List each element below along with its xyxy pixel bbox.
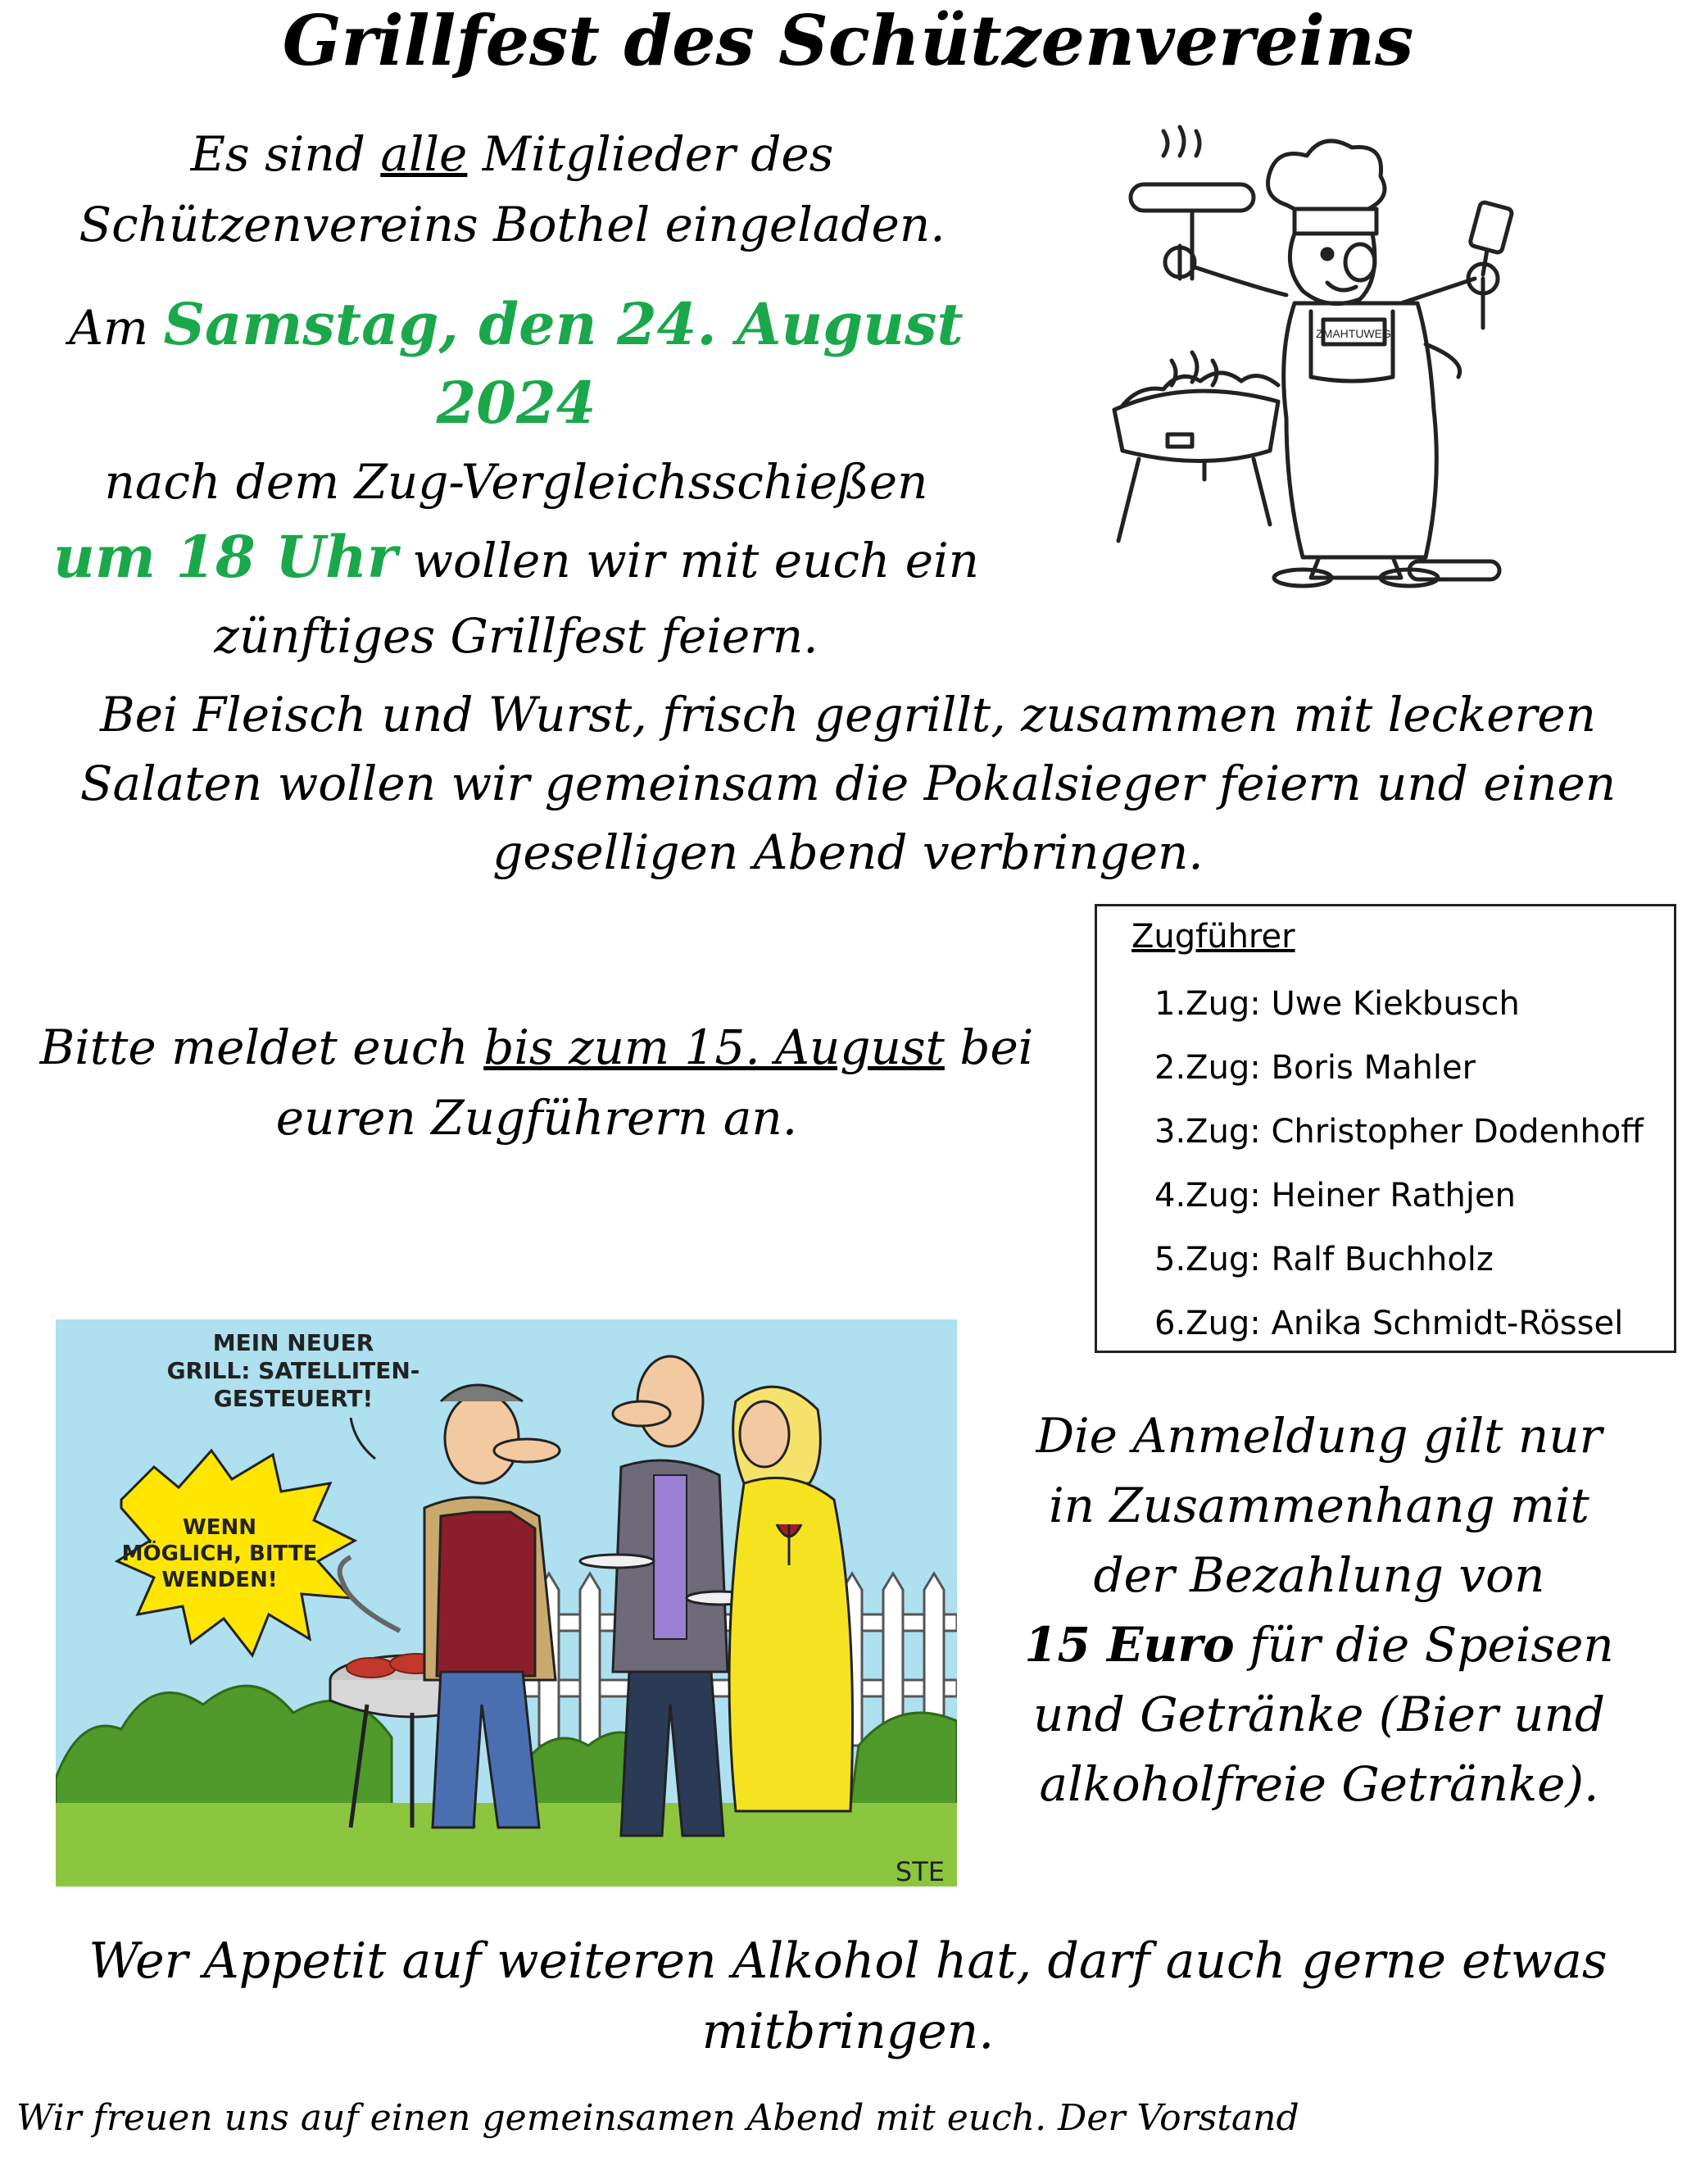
registration-text <box>16 1012 1057 1153</box>
payment-text <box>983 1401 1655 1819</box>
payment-line-6: alkoholfreie Getränke). <box>1039 1756 1599 1812</box>
registration-line-2: euren Zugführern an. <box>275 1090 798 1146</box>
event-date: Samstag, den 24. August 2024 <box>163 290 964 437</box>
chef-grill-illustration <box>1090 115 1549 590</box>
payment-amount: 15 Euro <box>1024 1617 1235 1673</box>
payment-line-3: der Bezahlung von <box>1093 1547 1545 1603</box>
time-line: um 18 Uhr wollen wir mit euch ein <box>53 523 979 591</box>
bbq-cartoon <box>56 1319 957 1887</box>
event-time: um 18 Uhr <box>53 523 397 591</box>
after-shooting-line: nach dem Zug-Vergleichsschießen <box>104 454 928 510</box>
cartoon-speech-line: GRILL: SATELLITEN- <box>166 1357 420 1384</box>
alcohol-note-line-2: mitbringen. <box>701 2003 995 2060</box>
svg-text:ZMAHTUWEG: ZMAHTUWEG <box>1316 327 1391 340</box>
cartoon-shout-line: MÖGLICH, BITTE <box>121 1542 318 1566</box>
date-time-block <box>16 287 1016 674</box>
zugfuehrer-title: Zugführer <box>1131 918 1295 956</box>
food-text <box>16 680 1680 887</box>
payment-line-5: und Getränke (Bier und <box>1033 1687 1605 1742</box>
payment-line-1: Die Anmeldung gilt nur <box>1036 1408 1603 1464</box>
food-line-2: Salaten wollen wir gemeinsam die Pokalsieger feiern und einen <box>79 756 1617 811</box>
alcohol-note <box>16 1926 1680 2067</box>
cartoon-signature: STE <box>895 1856 945 1887</box>
invite-line-2: Schützenvereins Bothel eingeladen. <box>79 197 945 252</box>
flyer-title: Grillfest des Schützenvereins <box>282 0 1414 81</box>
zugfuehrer-item: 1.Zug: Uwe Kiekbusch <box>1154 985 1520 1023</box>
cartoon-speech-line: GESTEUERT! <box>213 1385 374 1412</box>
cartoon-speech-line: MEIN NEUER <box>212 1329 374 1356</box>
cartoon-shout-line: WENDEN! <box>161 1568 278 1592</box>
zugfuehrer-item: 4.Zug: Heiner Rathjen <box>1154 1177 1516 1215</box>
zugfuehrer-item: 3.Zug: Christopher Dodenhoff <box>1154 1113 1644 1151</box>
invite-text <box>49 119 975 260</box>
invite-line-1: Es sind alle Mitglieder des <box>190 126 834 182</box>
registration-line-1: Bitte meldet euch bis zum 15. August bei <box>39 1019 1034 1075</box>
footer-signoff: Wir freuen uns auf einen gemeinsamen Abend mit euch. Der Vorstand <box>16 2097 1299 2139</box>
food-line-1: Bei Fleisch und Wurst, frisch gegrillt, zusammen mit leckeren <box>99 687 1596 742</box>
payment-line-2: in Zusammenhang mit <box>1049 1478 1589 1533</box>
alcohol-note-line-1: Wer Appetit auf weiteren Alkohol hat, darf auch gerne etwas <box>88 1932 1608 1990</box>
celebrate-line: zünftiges Grillfest feiern. <box>214 608 819 664</box>
payment-line-4: 15 Euro für die Speisen <box>1024 1617 1614 1673</box>
zugfuehrer-list <box>1154 972 1644 1355</box>
zugfuehrer-item: 5.Zug: Ralf Buchholz <box>1154 1241 1494 1278</box>
zugfuehrer-box <box>1095 904 1676 1353</box>
food-line-3: geselligen Abend verbringen. <box>492 824 1204 880</box>
date-line: Am Samstag, den 24. August 2024 <box>69 290 964 437</box>
zugfuehrer-item: 6.Zug: Anika Schmidt-Rössel <box>1154 1305 1624 1342</box>
registration-deadline: bis zum 15. August <box>483 1019 945 1075</box>
zugfuehrer-item: 2.Zug: Boris Mahler <box>1154 1049 1476 1087</box>
cartoon-shout-line: WENN <box>183 1515 256 1540</box>
